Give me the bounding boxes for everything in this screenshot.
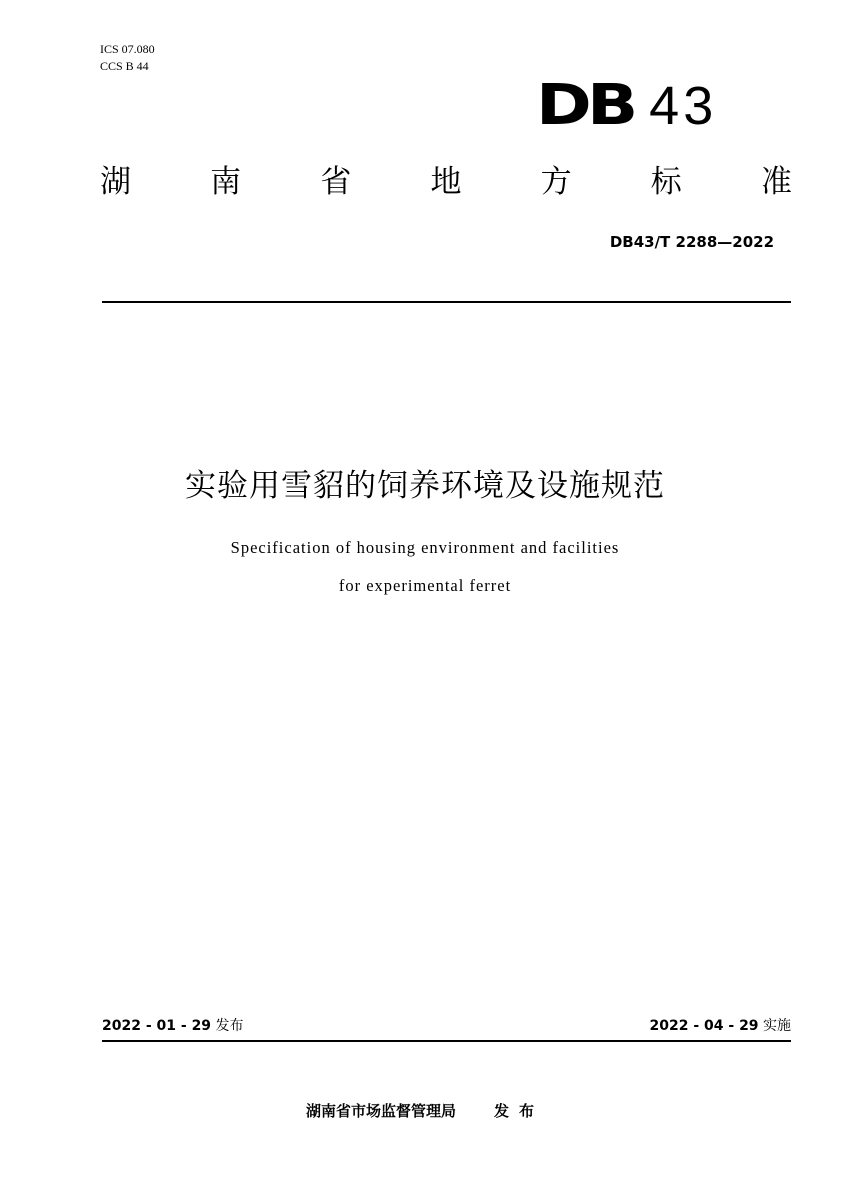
classification-codes (100, 41, 155, 75)
implementation-label: 实施 (763, 1018, 791, 1034)
publisher-line (0, 1100, 850, 1122)
ccs-code: CCS B 44 (100, 59, 149, 73)
issue-date-block (102, 1016, 244, 1036)
standard-code: DB43/T 2288—2022 (609, 233, 774, 251)
publisher-name: 湖南省市场监督管理局 (305, 1102, 456, 1120)
db-logo-number: 43 (649, 76, 718, 136)
document-title-en-line1: Specification of housing environment and facilities (230, 538, 620, 557)
issue-label: 发布 (215, 1018, 244, 1034)
standard-type-char: 标 (650, 164, 682, 200)
standard-type-char: 湖 (100, 164, 131, 200)
standard-type-char: 方 (540, 164, 572, 200)
standard-type-char: 省 (320, 164, 352, 200)
ics-code: ICS 07.080 (100, 42, 155, 56)
implementation-date: 2022 - 04 - 29 (649, 1018, 759, 1034)
bottom-divider (102, 1040, 791, 1042)
db-logo-mark: DB (536, 73, 634, 138)
standard-type-char: 南 (210, 164, 242, 200)
standard-type-heading (100, 160, 792, 204)
document-title-zh: 实验用雪貂的饲养环境及设施规范 (185, 468, 665, 504)
publisher-action: 发布 (494, 1102, 545, 1120)
issue-date: 2022 - 01 - 29 (102, 1018, 212, 1034)
db-logo (536, 73, 718, 138)
standard-type-char: 地 (430, 164, 462, 200)
implementation-date-block (650, 1016, 792, 1036)
top-divider (102, 301, 791, 303)
standard-type-char: 准 (760, 164, 792, 200)
document-title-en-line2: for experimental ferret (338, 576, 512, 595)
